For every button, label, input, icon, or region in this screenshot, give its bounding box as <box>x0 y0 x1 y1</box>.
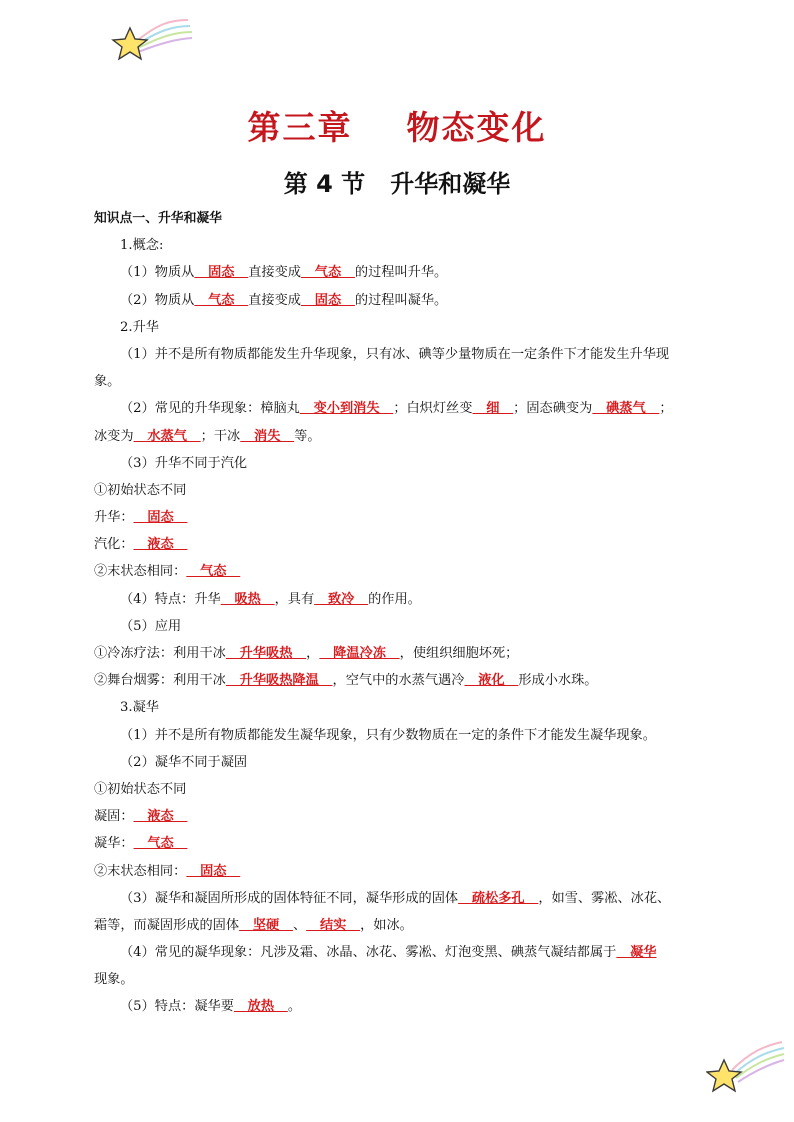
sublimation-p3: （3）升华不同于汽化 <box>120 455 248 471</box>
sublimation-p1: （1）并不是所有物质都能发生升华现象，只有冰、碘等少量物质在一定条件下才能发生升华现 <box>120 346 670 362</box>
deposition-p4-cont: 现象。 <box>94 972 134 988</box>
shooting-star-icon <box>706 1026 786 1096</box>
sublimation-p2: （2）常见的升华现象：樟脑丸 变小到消失 ；白炽灯丝变 细 ；固态碘变为 碘蒸气 ； <box>120 401 673 417</box>
deposition-p3-cont: 霜等，而凝固形成的固体 坚硬 、 结实 ，如冰。 <box>94 917 413 933</box>
sublimation-p4: （4）特点：升华 吸热 ，具有 致冷 的作用。 <box>120 591 421 607</box>
sublimation-p5: （5）应用 <box>120 618 182 634</box>
sublimation-initial: ①初始状态不同 <box>94 482 187 498</box>
sublimation-sheng: 升华： 固态 <box>94 510 188 526</box>
concept-line-1: （1）物质从 固态 直接变成 气态 的过程叫升华。 <box>120 265 448 281</box>
sublimation-p1-cont: 象。 <box>94 374 121 390</box>
deposition-ninghua: 凝华： 气态 <box>94 836 188 852</box>
sublimation-app-1: ①冷冻疗法：利用干冰 升华吸热 ， 降温冷冻 ，使组织细胞坏死； <box>94 646 519 661</box>
shooting-star-icon <box>108 14 194 64</box>
deposition-p3: （3）凝华和凝固所形成的固体特征不同，凝华形成的固体 疏松多孔 ，如雪、雾凇、冰花、 <box>120 890 671 906</box>
deposition-final: ②末状态相同： 固态 <box>94 863 241 879</box>
sublimation-qihua: 汽化： 液态 <box>94 537 188 553</box>
deposition-p2: （2）凝华不同于凝固 <box>120 754 248 770</box>
sublimation-heading: 2.升华 <box>120 319 159 335</box>
deposition-p1: （1）并不是所有物质都能发生凝华现象，只有少数物质在一定的条件下才能发生凝华现象。 <box>120 727 656 743</box>
section-title: 第 4 节 升华和凝华 <box>283 170 511 198</box>
sublimation-p2-cont: 冰变为 水蒸气 ；干冰 消失 等。 <box>94 428 321 444</box>
deposition-p4: （4）常见的凝华现象：凡涉及霜、冰晶、冰花、雾凇、灯泡变黑、碘蒸气凝结都属于 凝华 <box>120 945 657 961</box>
deposition-initial: ①初始状态不同 <box>94 781 187 797</box>
concept-heading: 1.概念: <box>120 238 164 254</box>
chapter-title: 第三章 物态变化 <box>247 108 547 147</box>
sublimation-app-2: ②舞台烟雾：利用干冰 升华吸热降温 ，空气中的水蒸气遇冷 液化 形成小水珠。 <box>94 673 598 689</box>
content-body <box>94 205 706 1021</box>
deposition-p5: （5）特点：凝华要 放热 。 <box>120 999 301 1015</box>
deposition-ninggu: 凝固： 液态 <box>94 809 188 825</box>
knowledge-heading: 知识点一、升华和凝华 <box>94 211 222 226</box>
sublimation-final: ②末状态相同： 气态 <box>94 564 241 580</box>
concept-line-2: （2）物质从 气态 直接变成 固态 的过程叫凝华。 <box>120 292 448 308</box>
deposition-heading: 3.凝华 <box>120 700 159 716</box>
